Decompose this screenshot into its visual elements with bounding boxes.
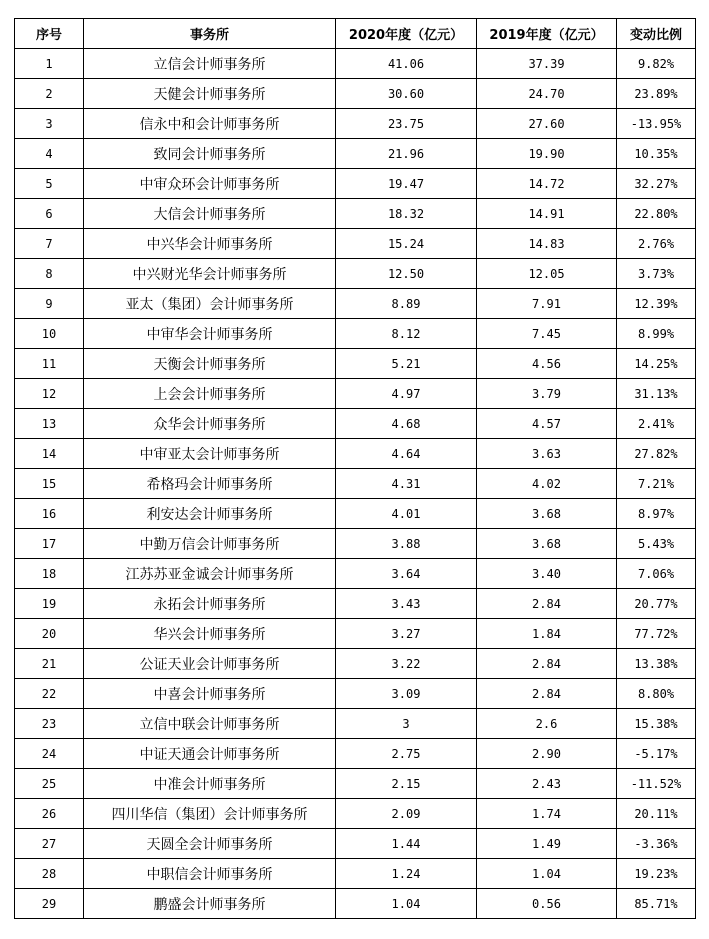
cell-firm: 中准会计师事务所 bbox=[84, 769, 336, 799]
cell-revenue-2019: 3.68 bbox=[477, 499, 617, 529]
cell-firm: 中勤万信会计师事务所 bbox=[84, 529, 336, 559]
cell-revenue-2019: 4.56 bbox=[477, 349, 617, 379]
cell-revenue-2019: 3.63 bbox=[477, 439, 617, 469]
cell-revenue-2019: 24.70 bbox=[477, 79, 617, 109]
cell-revenue-2020: 30.60 bbox=[336, 79, 477, 109]
cell-firm: 中审亚太会计师事务所 bbox=[84, 439, 336, 469]
cell-revenue-2019: 37.39 bbox=[477, 49, 617, 79]
table-row bbox=[15, 559, 696, 589]
cell-revenue-2020: 1.44 bbox=[336, 829, 477, 859]
cell-index: 4 bbox=[15, 139, 84, 169]
firm-revenue-table bbox=[14, 18, 696, 919]
table-row bbox=[15, 619, 696, 649]
cell-revenue-2020: 3.22 bbox=[336, 649, 477, 679]
cell-firm: 信永中和会计师事务所 bbox=[84, 109, 336, 139]
cell-revenue-2020: 15.24 bbox=[336, 229, 477, 259]
cell-change: 20.77% bbox=[617, 589, 696, 619]
cell-index: 20 bbox=[15, 619, 84, 649]
cell-revenue-2020: 3.09 bbox=[336, 679, 477, 709]
cell-revenue-2019: 14.72 bbox=[477, 169, 617, 199]
cell-revenue-2019: 3.68 bbox=[477, 529, 617, 559]
table-row bbox=[15, 319, 696, 349]
table-row bbox=[15, 79, 696, 109]
header-firm: 事务所 bbox=[84, 19, 336, 49]
cell-firm: 中喜会计师事务所 bbox=[84, 679, 336, 709]
cell-firm: 中职信会计师事务所 bbox=[84, 859, 336, 889]
cell-firm: 中兴财光华会计师事务所 bbox=[84, 259, 336, 289]
cell-change: 22.80% bbox=[617, 199, 696, 229]
cell-index: 9 bbox=[15, 289, 84, 319]
cell-revenue-2020: 3.27 bbox=[336, 619, 477, 649]
cell-index: 17 bbox=[15, 529, 84, 559]
cell-change: 3.73% bbox=[617, 259, 696, 289]
cell-revenue-2020: 2.15 bbox=[336, 769, 477, 799]
cell-index: 8 bbox=[15, 259, 84, 289]
cell-revenue-2019: 7.91 bbox=[477, 289, 617, 319]
cell-index: 2 bbox=[15, 79, 84, 109]
cell-revenue-2019: 1.84 bbox=[477, 619, 617, 649]
table-row bbox=[15, 139, 696, 169]
table-row bbox=[15, 679, 696, 709]
cell-index: 29 bbox=[15, 889, 84, 919]
table-row bbox=[15, 109, 696, 139]
cell-revenue-2019: 14.91 bbox=[477, 199, 617, 229]
cell-firm: 天圆全会计师事务所 bbox=[84, 829, 336, 859]
cell-firm: 天衡会计师事务所 bbox=[84, 349, 336, 379]
cell-revenue-2019: 4.02 bbox=[477, 469, 617, 499]
cell-revenue-2019: 2.90 bbox=[477, 739, 617, 769]
table-row bbox=[15, 49, 696, 79]
cell-change: 8.99% bbox=[617, 319, 696, 349]
table-row bbox=[15, 709, 696, 739]
cell-index: 15 bbox=[15, 469, 84, 499]
table-row bbox=[15, 859, 696, 889]
cell-revenue-2019: 3.79 bbox=[477, 379, 617, 409]
cell-firm: 众华会计师事务所 bbox=[84, 409, 336, 439]
cell-index: 22 bbox=[15, 679, 84, 709]
cell-index: 18 bbox=[15, 559, 84, 589]
cell-change: 23.89% bbox=[617, 79, 696, 109]
cell-firm: 永拓会计师事务所 bbox=[84, 589, 336, 619]
cell-revenue-2019: 1.04 bbox=[477, 859, 617, 889]
cell-revenue-2020: 2.09 bbox=[336, 799, 477, 829]
cell-change: 7.06% bbox=[617, 559, 696, 589]
cell-firm: 四川华信（集团）会计师事务所 bbox=[84, 799, 336, 829]
cell-change: 14.25% bbox=[617, 349, 696, 379]
cell-change: 5.43% bbox=[617, 529, 696, 559]
cell-index: 26 bbox=[15, 799, 84, 829]
cell-firm: 立信会计师事务所 bbox=[84, 49, 336, 79]
cell-change: 20.11% bbox=[617, 799, 696, 829]
cell-change: 9.82% bbox=[617, 49, 696, 79]
cell-revenue-2020: 4.97 bbox=[336, 379, 477, 409]
table-row bbox=[15, 769, 696, 799]
header-change: 变动比例 bbox=[617, 19, 696, 49]
cell-index: 1 bbox=[15, 49, 84, 79]
cell-revenue-2019: 2.84 bbox=[477, 679, 617, 709]
cell-revenue-2019: 27.60 bbox=[477, 109, 617, 139]
cell-revenue-2020: 23.75 bbox=[336, 109, 477, 139]
cell-index: 12 bbox=[15, 379, 84, 409]
cell-change: -3.36% bbox=[617, 829, 696, 859]
cell-change: 8.97% bbox=[617, 499, 696, 529]
cell-revenue-2019: 14.83 bbox=[477, 229, 617, 259]
cell-revenue-2019: 19.90 bbox=[477, 139, 617, 169]
cell-revenue-2019: 2.84 bbox=[477, 649, 617, 679]
cell-revenue-2020: 21.96 bbox=[336, 139, 477, 169]
table-row bbox=[15, 379, 696, 409]
cell-revenue-2019: 12.05 bbox=[477, 259, 617, 289]
cell-revenue-2020: 4.31 bbox=[336, 469, 477, 499]
cell-firm: 华兴会计师事务所 bbox=[84, 619, 336, 649]
cell-index: 10 bbox=[15, 319, 84, 349]
cell-firm: 立信中联会计师事务所 bbox=[84, 709, 336, 739]
cell-index: 19 bbox=[15, 589, 84, 619]
cell-firm: 天健会计师事务所 bbox=[84, 79, 336, 109]
cell-change: 15.38% bbox=[617, 709, 696, 739]
cell-index: 13 bbox=[15, 409, 84, 439]
cell-change: -13.95% bbox=[617, 109, 696, 139]
cell-firm: 亚太（集团）会计师事务所 bbox=[84, 289, 336, 319]
cell-revenue-2020: 1.24 bbox=[336, 859, 477, 889]
cell-change: 2.76% bbox=[617, 229, 696, 259]
cell-revenue-2020: 3 bbox=[336, 709, 477, 739]
cell-firm: 中证天通会计师事务所 bbox=[84, 739, 336, 769]
cell-revenue-2019: 2.43 bbox=[477, 769, 617, 799]
cell-firm: 中审华会计师事务所 bbox=[84, 319, 336, 349]
cell-index: 21 bbox=[15, 649, 84, 679]
table-row bbox=[15, 289, 696, 319]
cell-change: -11.52% bbox=[617, 769, 696, 799]
cell-revenue-2019: 7.45 bbox=[477, 319, 617, 349]
cell-change: 31.13% bbox=[617, 379, 696, 409]
revenue-table-container bbox=[14, 18, 696, 919]
cell-revenue-2020: 4.64 bbox=[336, 439, 477, 469]
table-row bbox=[15, 739, 696, 769]
header-index: 序号 bbox=[15, 19, 84, 49]
cell-change: 10.35% bbox=[617, 139, 696, 169]
table-row bbox=[15, 829, 696, 859]
cell-firm: 公证天业会计师事务所 bbox=[84, 649, 336, 679]
table-row bbox=[15, 889, 696, 919]
cell-firm: 鹏盛会计师事务所 bbox=[84, 889, 336, 919]
table-row bbox=[15, 499, 696, 529]
table-row bbox=[15, 469, 696, 499]
cell-revenue-2020: 41.06 bbox=[336, 49, 477, 79]
cell-revenue-2020: 3.88 bbox=[336, 529, 477, 559]
table-header-row bbox=[15, 19, 696, 49]
cell-revenue-2019: 2.6 bbox=[477, 709, 617, 739]
cell-index: 6 bbox=[15, 199, 84, 229]
cell-change: 8.80% bbox=[617, 679, 696, 709]
table-row bbox=[15, 529, 696, 559]
table-row bbox=[15, 589, 696, 619]
header-revenue-2019: 2019年度（亿元） bbox=[477, 19, 617, 49]
table-row bbox=[15, 799, 696, 829]
cell-revenue-2019: 2.84 bbox=[477, 589, 617, 619]
header-revenue-2020: 2020年度（亿元） bbox=[336, 19, 477, 49]
cell-firm: 中审众环会计师事务所 bbox=[84, 169, 336, 199]
cell-revenue-2020: 18.32 bbox=[336, 199, 477, 229]
cell-revenue-2019: 0.56 bbox=[477, 889, 617, 919]
cell-revenue-2020: 3.43 bbox=[336, 589, 477, 619]
cell-firm: 江苏苏亚金诚会计师事务所 bbox=[84, 559, 336, 589]
table-row bbox=[15, 229, 696, 259]
cell-revenue-2019: 1.74 bbox=[477, 799, 617, 829]
cell-revenue-2020: 3.64 bbox=[336, 559, 477, 589]
cell-change: 32.27% bbox=[617, 169, 696, 199]
cell-index: 23 bbox=[15, 709, 84, 739]
cell-change: 77.72% bbox=[617, 619, 696, 649]
cell-change: 12.39% bbox=[617, 289, 696, 319]
cell-change: 13.38% bbox=[617, 649, 696, 679]
table-row bbox=[15, 349, 696, 379]
cell-revenue-2020: 8.12 bbox=[336, 319, 477, 349]
cell-revenue-2020: 1.04 bbox=[336, 889, 477, 919]
cell-revenue-2020: 5.21 bbox=[336, 349, 477, 379]
cell-firm: 利安达会计师事务所 bbox=[84, 499, 336, 529]
cell-firm: 中兴华会计师事务所 bbox=[84, 229, 336, 259]
cell-index: 5 bbox=[15, 169, 84, 199]
cell-index: 25 bbox=[15, 769, 84, 799]
cell-index: 28 bbox=[15, 859, 84, 889]
cell-change: 27.82% bbox=[617, 439, 696, 469]
cell-firm: 大信会计师事务所 bbox=[84, 199, 336, 229]
cell-firm: 上会会计师事务所 bbox=[84, 379, 336, 409]
cell-firm: 希格玛会计师事务所 bbox=[84, 469, 336, 499]
table-body bbox=[15, 49, 696, 919]
cell-revenue-2020: 12.50 bbox=[336, 259, 477, 289]
cell-change: 19.23% bbox=[617, 859, 696, 889]
cell-change: 7.21% bbox=[617, 469, 696, 499]
cell-change: -5.17% bbox=[617, 739, 696, 769]
cell-index: 7 bbox=[15, 229, 84, 259]
table-row bbox=[15, 439, 696, 469]
cell-index: 27 bbox=[15, 829, 84, 859]
cell-revenue-2020: 2.75 bbox=[336, 739, 477, 769]
cell-index: 3 bbox=[15, 109, 84, 139]
table-row bbox=[15, 169, 696, 199]
table-row bbox=[15, 199, 696, 229]
cell-revenue-2020: 4.68 bbox=[336, 409, 477, 439]
cell-change: 85.71% bbox=[617, 889, 696, 919]
cell-index: 11 bbox=[15, 349, 84, 379]
cell-change: 2.41% bbox=[617, 409, 696, 439]
cell-revenue-2019: 1.49 bbox=[477, 829, 617, 859]
cell-revenue-2019: 3.40 bbox=[477, 559, 617, 589]
cell-index: 24 bbox=[15, 739, 84, 769]
cell-index: 14 bbox=[15, 439, 84, 469]
table-row bbox=[15, 259, 696, 289]
cell-index: 16 bbox=[15, 499, 84, 529]
table-row bbox=[15, 649, 696, 679]
cell-revenue-2020: 4.01 bbox=[336, 499, 477, 529]
cell-revenue-2020: 19.47 bbox=[336, 169, 477, 199]
table-row bbox=[15, 409, 696, 439]
cell-firm: 致同会计师事务所 bbox=[84, 139, 336, 169]
cell-revenue-2019: 4.57 bbox=[477, 409, 617, 439]
cell-revenue-2020: 8.89 bbox=[336, 289, 477, 319]
